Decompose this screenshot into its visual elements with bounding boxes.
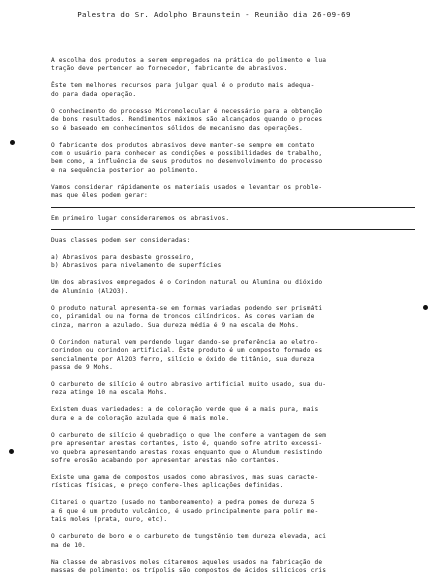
punch-hole (9, 449, 14, 454)
paragraph: Existem duas variedades: a de coloração verde que é a mais pura, mais dura e a de coloração azulada que é mais mole. (51, 406, 319, 422)
paragraph: Duas classes podem ser consideradas: (51, 237, 191, 245)
paragraph: Vamos considerar rápidamente os materiais usados e levantar os proble- mas que êles podem gerar: (51, 183, 323, 200)
paragraph: O produto natural apresenta-se em formas variadas podendo ser prismáti co, piramidal ou na forma de troncos cilíndricos. As cores variam de cinza, marron a azulado. Sua dureza média é 9 na escala de Mohs. (51, 304, 323, 329)
paragraph: O carbureto de boro e o carbureto de tungstênio tem dureza elevada, aci ma de 10. (51, 533, 327, 549)
divider (51, 207, 415, 208)
paragraph: A escolha dos produtos a serem empregados na prática do polimento e lua tração deve pertencer ao fornecedor, fabricante de abrasivos. (51, 57, 327, 73)
paragraph: O conhecimento do processo Micromolecular é necessário para a obtenção de bons resultados. Rendimentos máximos são alcançados quando o proces so é baseado em conhecimentos sólidos de mecanismo das operações. (51, 107, 323, 132)
paragraph: Existe uma gama de compostos usados como abrasivos, mas suas caracte- rísticas físicas, e preço confere-lhes aplicações definidas. (51, 473, 319, 490)
paragraph: O carbureto de silício é outro abrasivo artificial muito usado, sua du- reza atinge 10 na escala Mohs. (51, 380, 327, 397)
divider (51, 229, 415, 230)
paragraph: Um dos abrasivos empregados é o Corindon natural ou Alumina ou dióxido de Alumínio (Al2O3). (51, 279, 323, 295)
page-header: Palestra do Sr. Adolpho Braunstein - Reunião dia 26-09-69 (77, 10, 351, 19)
punch-hole (423, 305, 428, 310)
paragraph: O Corindon natural vem perdendo lugar dando-se preferência ao eletro- corindon ou corindon artificial. Êste produto é um composto formado es sencialmente por Al2O3 ferro, silício e óxido de titânio, sua dureza passa de 9 Mohs. (51, 338, 323, 371)
section-intro: Em primeiro lugar consideraremos os abrasivos. (51, 214, 230, 222)
paragraph: O carbureto de silício é quebradiço o que lhe confere a vantagem de sem pre apresentar arestas cortantes, isto é, quando sofre atrito excessi- vo quebra apresentando arestas roxas enquanto que o Alundum resistindo sofre erosão acabando por apresentar arestas não cortantes. (51, 431, 327, 464)
paragraph: O fabricante dos produtos abrasivos deve manter-se sempre em contato com o usuário para conhecer as condições e possibilidades de trabalho, bem como, a influência de seus produtos no desenvolvimento do processo e na sequência posterior ao polimento. (51, 141, 323, 174)
punch-hole (10, 140, 15, 145)
paragraph: Êste tem melhores recursos para julgar qual é o produto mais adequa- do para dada operação. (51, 82, 315, 98)
list: a) Abrasivos para desbaste grosseiro, b) Abrasivos para nivelamento de superfícies (51, 254, 222, 270)
paragraph: Citarei o quartzo (usado no tamboreamento) a pedra pomes de dureza 5 a 6 que é um produto vulcânico, é usado principalmente para polir me- tais moles (prata, ouro, etc). (51, 499, 319, 524)
document-body (51, 57, 415, 584)
paragraph: Na classe de abrasivos moles citaremos aqueles usados na fabricação de massas de polimento: os trípolis são compostos de ácidos silícicos cris (51, 558, 327, 574)
